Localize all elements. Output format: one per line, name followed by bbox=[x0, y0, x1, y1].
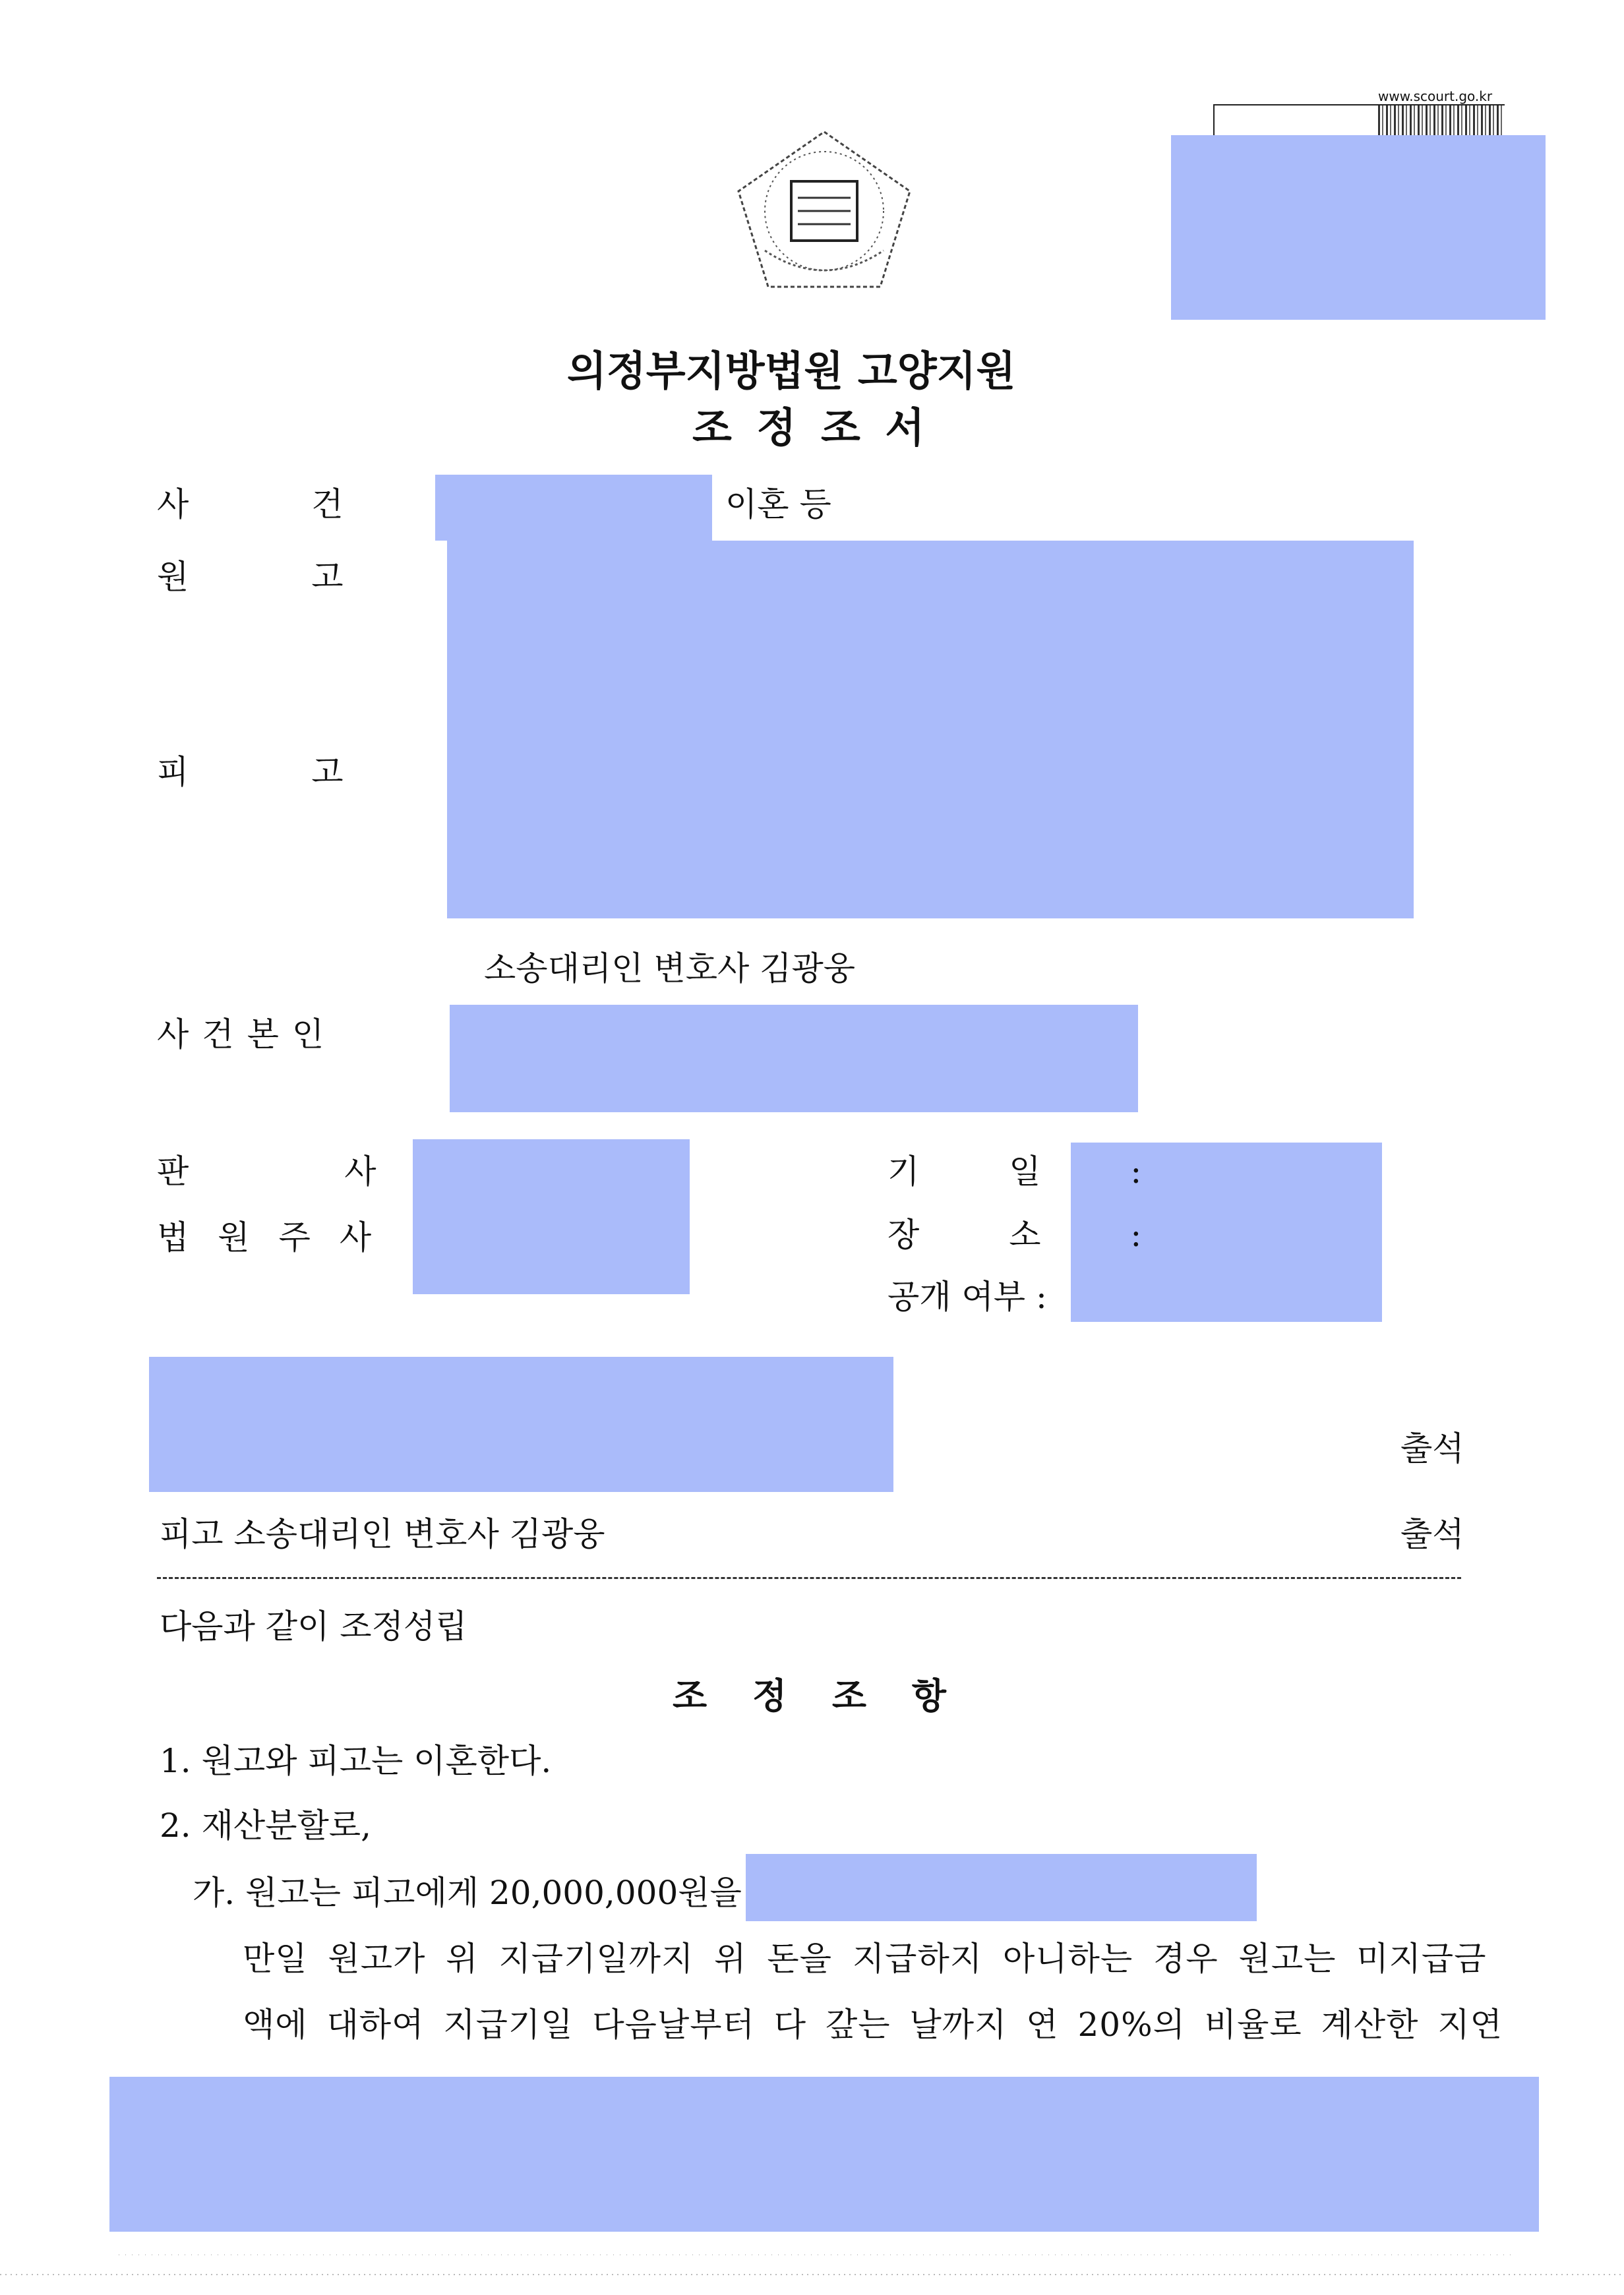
public-label: 공개 여부 : bbox=[887, 1278, 1047, 1316]
barcode-icon bbox=[1378, 105, 1503, 137]
defendant-label: 피 고 bbox=[157, 753, 344, 791]
intro-text: 다음과 같이 조정성립 bbox=[160, 1607, 467, 1646]
site-url: www.scourt.go.kr bbox=[1378, 88, 1493, 104]
item-2: 2. 재산분할로, bbox=[160, 1806, 371, 1845]
redaction-attendee-1 bbox=[149, 1357, 893, 1492]
redaction-top-right bbox=[1171, 135, 1546, 320]
redaction-principal bbox=[450, 1005, 1138, 1112]
redaction-case-number bbox=[435, 475, 712, 541]
clerk-label: 법원주사 bbox=[157, 1218, 401, 1257]
attorney-line: 소송대리인 변호사 김광웅 bbox=[484, 949, 856, 988]
place-label: 장 소 : bbox=[887, 1216, 1142, 1254]
redaction-parties bbox=[447, 541, 1414, 918]
item-1: 1. 원고와 피고는 이혼한다. bbox=[160, 1742, 552, 1780]
attendance-status-2: 출석 bbox=[1400, 1515, 1464, 1553]
item-2a: 가. 원고는 피고에게 20,000,000원을 bbox=[193, 1874, 742, 1912]
item-2a-line-2: 만일 원고가 위 지급기일까지 위 돈을 지급하지 아니하는 경우 원고는 미지급금 bbox=[243, 1940, 1487, 1978]
document-title: 조 정 조 서 bbox=[692, 403, 930, 452]
case-label: 사 건 bbox=[157, 485, 344, 523]
divider-line bbox=[157, 1577, 1461, 1579]
date-label: 기 일 : bbox=[887, 1152, 1142, 1191]
court-name: 의정부지방법원 고양지원 bbox=[567, 347, 1016, 395]
item-2a-line-3: 액에 대하여 지급기일 다음날부터 다 갚는 날까지 연 20%의 비율로 계산한 지연 bbox=[243, 2006, 1503, 2044]
redaction-bottom bbox=[109, 2077, 1539, 2232]
attendance-line-2: 피고 소송대리인 변호사 김광웅 bbox=[160, 1515, 605, 1553]
plaintiff-label: 원 고 bbox=[157, 558, 344, 596]
scan-noise-icon bbox=[0, 2242, 1624, 2281]
case-value: 이혼 등 bbox=[725, 485, 831, 523]
principal-label: 사건본인 bbox=[157, 1015, 338, 1054]
section-title: 조 정 조 항 bbox=[673, 1675, 947, 1717]
redaction-payment-date bbox=[746, 1854, 1257, 1921]
redaction-judge-clerk bbox=[413, 1139, 690, 1294]
judge-label: 판 사 bbox=[157, 1152, 376, 1191]
attendance-status-1: 출석 bbox=[1400, 1429, 1464, 1468]
court-seal-icon bbox=[725, 119, 923, 297]
